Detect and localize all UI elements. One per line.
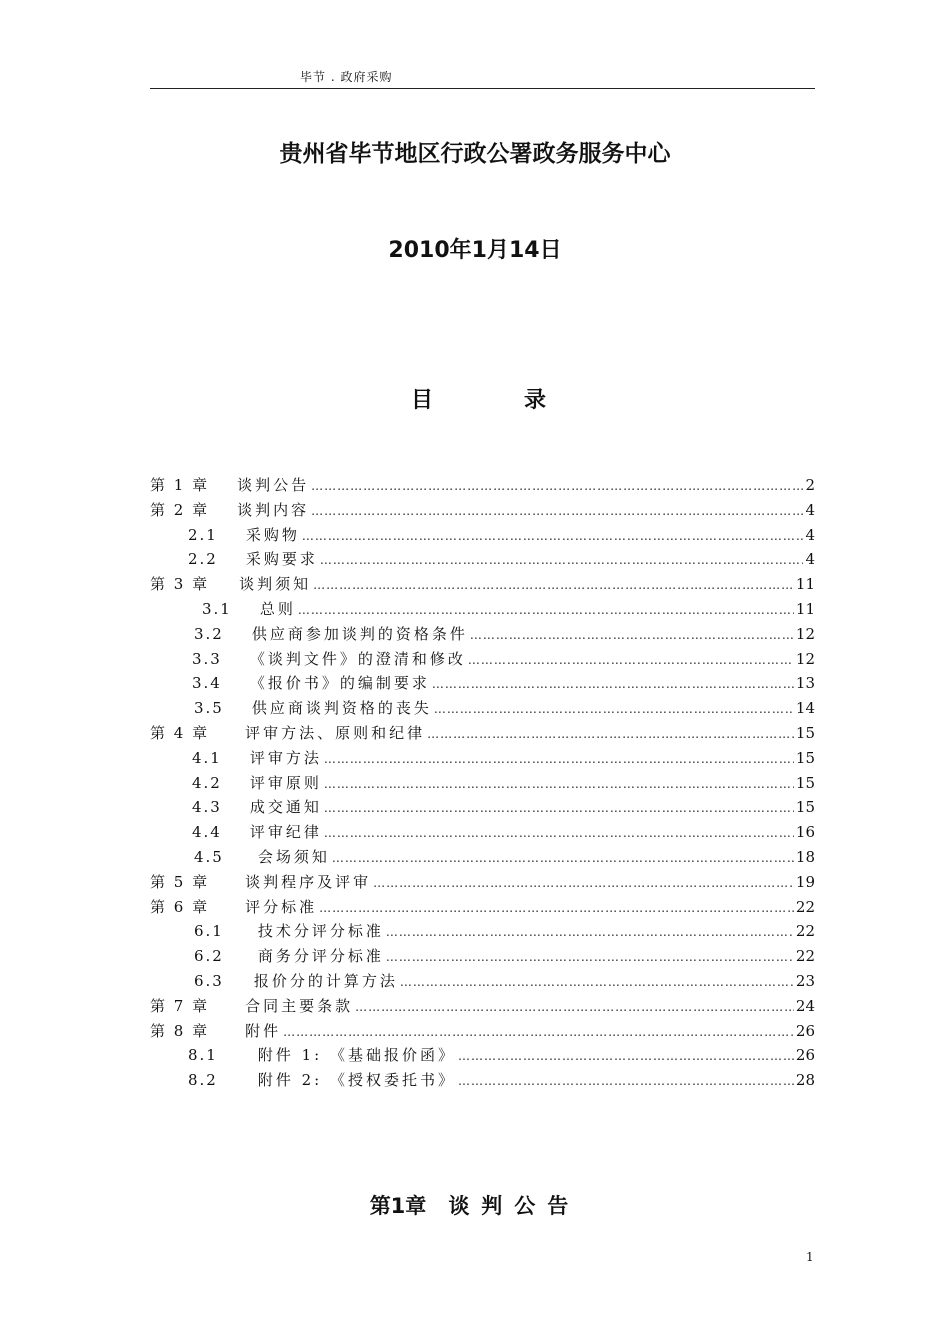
toc-dot-leader bbox=[427, 722, 794, 747]
toc-dot-leader bbox=[458, 1069, 794, 1094]
toc-entry[interactable] bbox=[150, 696, 815, 721]
toc-entry-page: 12 bbox=[795, 649, 815, 668]
toc-entry-number: 第 6 章 bbox=[150, 897, 210, 916]
toc-entry-page: 16 bbox=[795, 823, 815, 842]
toc-dot-leader bbox=[311, 474, 803, 499]
toc-entry-number: 6.2 bbox=[194, 947, 224, 966]
toc-entry-page: 12 bbox=[795, 624, 815, 643]
toc-entry-label: 评分标准 bbox=[245, 897, 318, 916]
toc-dot-leader bbox=[470, 623, 794, 648]
page-header bbox=[150, 68, 815, 89]
toc-entry-page: 15 bbox=[795, 748, 815, 767]
toc-entry[interactable] bbox=[150, 994, 815, 1019]
toc-entry-page: 2 bbox=[805, 476, 815, 494]
toc-entry-label: 谈判公告 bbox=[237, 476, 310, 494]
toc-dot-leader bbox=[332, 846, 794, 871]
toc-dot-leader bbox=[283, 1020, 794, 1045]
toc-entry-label: 附件 2: 《授权委托书》 bbox=[257, 1071, 456, 1090]
toc-entry[interactable] bbox=[150, 895, 815, 920]
toc-entry-number: 第 2 章 bbox=[150, 500, 210, 519]
toc-title-left: 目 bbox=[411, 388, 434, 413]
toc-entry-page: 23 bbox=[795, 971, 815, 990]
toc-dot-leader bbox=[324, 796, 794, 821]
toc-entry-number: 3.3 bbox=[192, 649, 222, 668]
toc-entry-number: 第 3 章 bbox=[150, 575, 210, 594]
toc-dot-leader bbox=[458, 1044, 794, 1069]
table-of-contents bbox=[150, 473, 815, 1093]
toc-entry-number: 第 7 章 bbox=[150, 996, 210, 1015]
toc-entry-page: 15 bbox=[795, 798, 815, 817]
toc-entry-label: 谈判内容 bbox=[237, 500, 310, 519]
toc-entry-page: 15 bbox=[795, 723, 815, 742]
toc-dot-leader bbox=[298, 598, 794, 623]
toc-entry-page: 22 bbox=[795, 897, 815, 916]
toc-entry-label: 评审原则 bbox=[249, 773, 322, 792]
toc-entry-page: 22 bbox=[795, 947, 815, 966]
toc-entry-page: 14 bbox=[795, 699, 815, 718]
toc-entry[interactable] bbox=[150, 597, 815, 622]
toc-entry-label: 总则 bbox=[259, 599, 296, 618]
toc-entry[interactable] bbox=[150, 473, 815, 498]
toc-entry-number: 8.2 bbox=[188, 1071, 218, 1090]
toc-entry[interactable] bbox=[150, 795, 815, 820]
toc-entry-number: 3.2 bbox=[194, 624, 224, 643]
toc-entry-number: 6.3 bbox=[194, 971, 224, 990]
toc-dot-leader bbox=[313, 573, 794, 598]
toc-entry-page: 18 bbox=[795, 847, 815, 866]
chapter-number: 第1章 bbox=[369, 1194, 427, 1218]
toc-entry[interactable] bbox=[150, 647, 815, 672]
toc-entry[interactable] bbox=[150, 622, 815, 647]
toc-entry-page: 28 bbox=[795, 1071, 815, 1090]
toc-entry[interactable] bbox=[150, 523, 815, 548]
document-date: 2010年1月14日 bbox=[388, 238, 562, 263]
toc-entry-page: 26 bbox=[795, 1021, 815, 1040]
toc-dot-leader bbox=[302, 524, 804, 549]
toc-entry-label: 《谈判文件》的澄清和修改 bbox=[249, 649, 466, 668]
toc-entry-page: 4 bbox=[805, 500, 815, 519]
toc-dot-leader bbox=[400, 970, 794, 995]
toc-entry-label: 评审纪律 bbox=[249, 823, 322, 842]
toc-dot-leader bbox=[355, 995, 794, 1020]
toc-entry-page: 15 bbox=[795, 773, 815, 792]
toc-entry-number: 第 4 章 bbox=[150, 723, 210, 742]
toc-entry[interactable] bbox=[150, 721, 815, 746]
toc-entry-number: 4.2 bbox=[192, 773, 222, 792]
toc-entry-label: 谈判程序及评审 bbox=[245, 872, 372, 891]
toc-dot-leader bbox=[320, 548, 804, 573]
toc-dot-leader bbox=[324, 772, 794, 797]
toc-entry[interactable] bbox=[150, 1068, 815, 1093]
toc-entry-page: 22 bbox=[795, 922, 815, 941]
toc-entry-label: 会场须知 bbox=[257, 847, 330, 866]
toc-entry-number: 2.2 bbox=[188, 550, 218, 569]
toc-entry-label: 评审方法、原则和纪律 bbox=[245, 723, 426, 742]
toc-entry-label: 采购物 bbox=[245, 525, 300, 544]
chapter-title: 谈判公告 bbox=[448, 1194, 581, 1218]
toc-entry-page: 13 bbox=[795, 674, 815, 693]
toc-dot-leader bbox=[311, 499, 803, 524]
toc-dot-leader bbox=[386, 920, 794, 945]
toc-entry[interactable] bbox=[150, 572, 815, 597]
toc-dot-leader bbox=[324, 821, 794, 846]
toc-entry-label: 谈判须知 bbox=[239, 575, 312, 594]
toc-entry-page: 4 bbox=[805, 525, 815, 544]
toc-entry-number: 3.4 bbox=[192, 674, 222, 693]
toc-entry-page: 4 bbox=[805, 550, 815, 569]
toc-entry-label: 技术分评分标准 bbox=[257, 922, 384, 941]
toc-dot-leader bbox=[468, 648, 794, 673]
toc-entry-number: 3.5 bbox=[194, 699, 224, 718]
toc-entry-number: 4.3 bbox=[192, 798, 222, 817]
toc-dot-leader bbox=[434, 697, 794, 722]
toc-entry-label: 《报价书》的编制要求 bbox=[249, 674, 430, 693]
toc-entry-label: 合同主要条款 bbox=[245, 996, 354, 1015]
toc-entry-number: 6.1 bbox=[194, 922, 224, 941]
toc-entry[interactable] bbox=[150, 845, 815, 870]
toc-entry[interactable] bbox=[150, 944, 815, 969]
toc-entry-page: 19 bbox=[795, 872, 815, 891]
toc-entry[interactable] bbox=[150, 820, 815, 845]
toc-entry-label: 成交通知 bbox=[249, 798, 322, 817]
toc-entry[interactable] bbox=[150, 498, 815, 523]
toc-entry-label: 评审方法 bbox=[249, 748, 322, 767]
toc-entry-label: 商务分评分标准 bbox=[257, 947, 384, 966]
toc-entry-label: 采购要求 bbox=[245, 550, 318, 569]
toc-dot-leader bbox=[324, 747, 794, 772]
toc-entry-page: 24 bbox=[795, 996, 815, 1015]
toc-dot-leader bbox=[386, 945, 794, 970]
toc-entry-number: 4.5 bbox=[194, 847, 224, 866]
toc-entry-number: 第 8 章 bbox=[150, 1021, 210, 1040]
toc-entry-page: 26 bbox=[795, 1046, 815, 1065]
toc-entry-number: 8.1 bbox=[188, 1046, 218, 1065]
toc-entry-number: 2.1 bbox=[188, 525, 218, 544]
page-number: 1 bbox=[806, 1250, 814, 1264]
toc-entry[interactable] bbox=[150, 771, 815, 796]
toc-entry-number: 第 5 章 bbox=[150, 872, 210, 891]
toc-entry-number: 3.1 bbox=[202, 599, 232, 618]
toc-entry-label: 附件 bbox=[245, 1021, 282, 1040]
toc-entry[interactable] bbox=[150, 746, 815, 771]
toc-entry-number: 4.1 bbox=[192, 748, 222, 767]
toc-entry-label: 供应商参加谈判的资格条件 bbox=[251, 624, 468, 643]
chapter-heading bbox=[0, 1190, 950, 1220]
toc-entry-label: 报价分的计算方法 bbox=[253, 971, 398, 990]
toc-dot-leader bbox=[373, 871, 794, 896]
toc-entry[interactable] bbox=[150, 1019, 815, 1044]
toc-title-right: 录 bbox=[524, 388, 547, 413]
toc-entry[interactable] bbox=[150, 919, 815, 944]
toc-entry[interactable] bbox=[150, 1043, 815, 1068]
toc-entry-page: 11 bbox=[795, 575, 815, 594]
header-text: 毕节 . 政府采购 bbox=[300, 70, 393, 84]
toc-entry-page: 11 bbox=[795, 599, 815, 618]
toc-dot-leader bbox=[319, 896, 794, 921]
toc-entry[interactable] bbox=[150, 969, 815, 994]
toc-entry-number: 4.4 bbox=[192, 823, 222, 842]
toc-entry-number: 第 1 章 bbox=[150, 476, 210, 494]
toc-entry[interactable] bbox=[150, 547, 815, 572]
toc-entry-label: 供应商谈判资格的丧失 bbox=[251, 699, 432, 718]
toc-entry[interactable] bbox=[150, 671, 815, 696]
toc-entry[interactable] bbox=[150, 870, 815, 895]
organization-title: 贵州省毕节地区行政公署政务服务中心 bbox=[279, 141, 671, 167]
toc-dot-leader bbox=[432, 672, 794, 697]
toc-entry-label: 附件 1: 《基础报价函》 bbox=[257, 1046, 456, 1065]
